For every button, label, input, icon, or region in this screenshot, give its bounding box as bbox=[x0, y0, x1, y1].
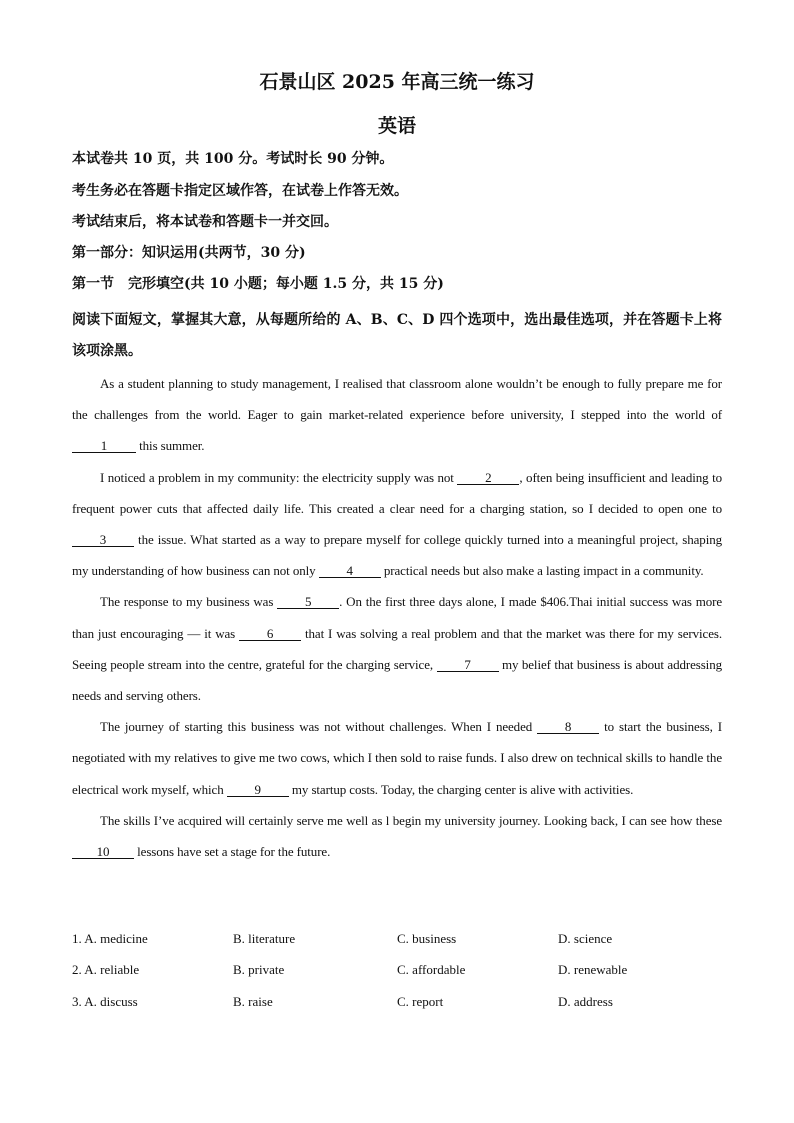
paragraph-text: The journey of starting this business was not without challenges. When I needed bbox=[100, 719, 538, 735]
option-a: 2. A. reliable bbox=[72, 962, 140, 978]
paragraph-text: I noticed a problem in my community: the electricity supply was not bbox=[100, 469, 458, 485]
paragraph-text: my startup costs. Today, the charging center is alive with activities. bbox=[288, 781, 634, 797]
blank-10: 10 bbox=[72, 845, 134, 859]
question-options bbox=[72, 927, 722, 1021]
paragraph-text: the issue. What started as a way to prepare myself for college quickly turned into a meaningful project, shaping my understanding of how business can not only bbox=[72, 532, 722, 579]
blank-1: 1 bbox=[72, 439, 136, 453]
instruction-return: 考试结束后，将本试卷和答题卡一并交回。 bbox=[72, 214, 338, 230]
option-b: B. literature bbox=[233, 931, 296, 946]
subject-title: 英语 bbox=[377, 115, 416, 137]
paragraph-text: . On the first three days alone, I made $406.Thai initial success was more than just encouraging — it was bbox=[72, 594, 723, 641]
blank-2: 2 bbox=[457, 471, 519, 485]
paragraph-text: to start the business, I negotiated with my relatives to give me two cows, which I then sold to raise funds. I also drew on technical skills to handle the electrical work myself, which bbox=[72, 719, 722, 797]
question-row-2 bbox=[72, 958, 722, 989]
option-b: B. private bbox=[233, 962, 285, 978]
instruction-answer-area: 考生务必在答题卡指定区域作答，在试卷上作答无效。 bbox=[72, 183, 408, 199]
paragraph-text: that I was solving a real problem and that the market was there for my services. Seeing people stream into the centre, grateful for the charging service, bbox=[72, 625, 722, 672]
paragraph-3 bbox=[72, 586, 722, 711]
paragraph-text: practical needs but also make a lasting impact in a community. bbox=[380, 563, 704, 579]
blank-7: 7 bbox=[437, 658, 499, 672]
cloze-passage bbox=[72, 368, 722, 867]
option-d: D. renewable bbox=[558, 962, 628, 978]
paragraph-4 bbox=[72, 711, 722, 805]
paragraph-2 bbox=[72, 462, 722, 587]
question-row-3 bbox=[72, 990, 722, 1021]
paragraph-text: my belief that business is about addressing needs and serving others. bbox=[72, 656, 722, 704]
blank-6: 6 bbox=[239, 627, 301, 641]
blank-3: 3 bbox=[72, 533, 134, 547]
option-c: C. affordable bbox=[397, 962, 466, 978]
option-c: C. business bbox=[397, 931, 457, 946]
paragraph-text: , often being insufficient and leading to frequent power cuts that affected daily life. This created a clear need for a charging station, so I decided to open one to bbox=[72, 469, 722, 516]
option-a: 1. A. medicine bbox=[72, 931, 148, 946]
blank-8: 8 bbox=[537, 720, 599, 734]
option-d: D. address bbox=[558, 993, 613, 1009]
blank-9: 9 bbox=[227, 783, 289, 797]
option-b: B. raise bbox=[233, 993, 273, 1009]
paragraph-text: As a student planning to study management, I realised that classroom alone wouldn’t be enough to fully prepare me for the challenges from the world. Eager to gain market-related experience before university, I stepped into the world of bbox=[72, 376, 722, 423]
option-d: D. science bbox=[558, 931, 613, 946]
paragraph-text: lessons have set a stage for the future. bbox=[134, 844, 331, 860]
paragraph-5 bbox=[72, 805, 722, 867]
part-heading: 第一部分：知识运用(共两节，30 分) bbox=[72, 245, 306, 261]
paragraph-1 bbox=[72, 368, 722, 462]
blank-4: 4 bbox=[319, 564, 381, 578]
paragraph-text: this summer. bbox=[136, 438, 205, 454]
option-c: C. report bbox=[397, 993, 444, 1009]
section-heading: 第一节 完形填空(共 10 小题；每小题 1.5 分，共 15 分) bbox=[72, 276, 444, 292]
paragraph-text: The response to my business was bbox=[100, 594, 278, 610]
directions: 阅读下面短文，掌握其大意，从每题所给的 A、B、C、D 四个选项中，选出最佳选项，并在答题卡上将该项涂黑。 bbox=[72, 312, 722, 359]
option-a: 3. A. discuss bbox=[72, 993, 138, 1009]
paragraph-text: The skills I’ve acquired will certainly serve me well as l begin my university journey. Looking back, I can see how these bbox=[100, 812, 722, 828]
exam-title: 石景山区 2025 年高三统一练习 bbox=[259, 71, 535, 93]
blank-5: 5 bbox=[277, 595, 339, 609]
question-row-1 bbox=[72, 927, 722, 958]
instruction-pages: 本试卷共 10 页，共 100 分。考试时长 90 分钟。 bbox=[72, 151, 394, 167]
